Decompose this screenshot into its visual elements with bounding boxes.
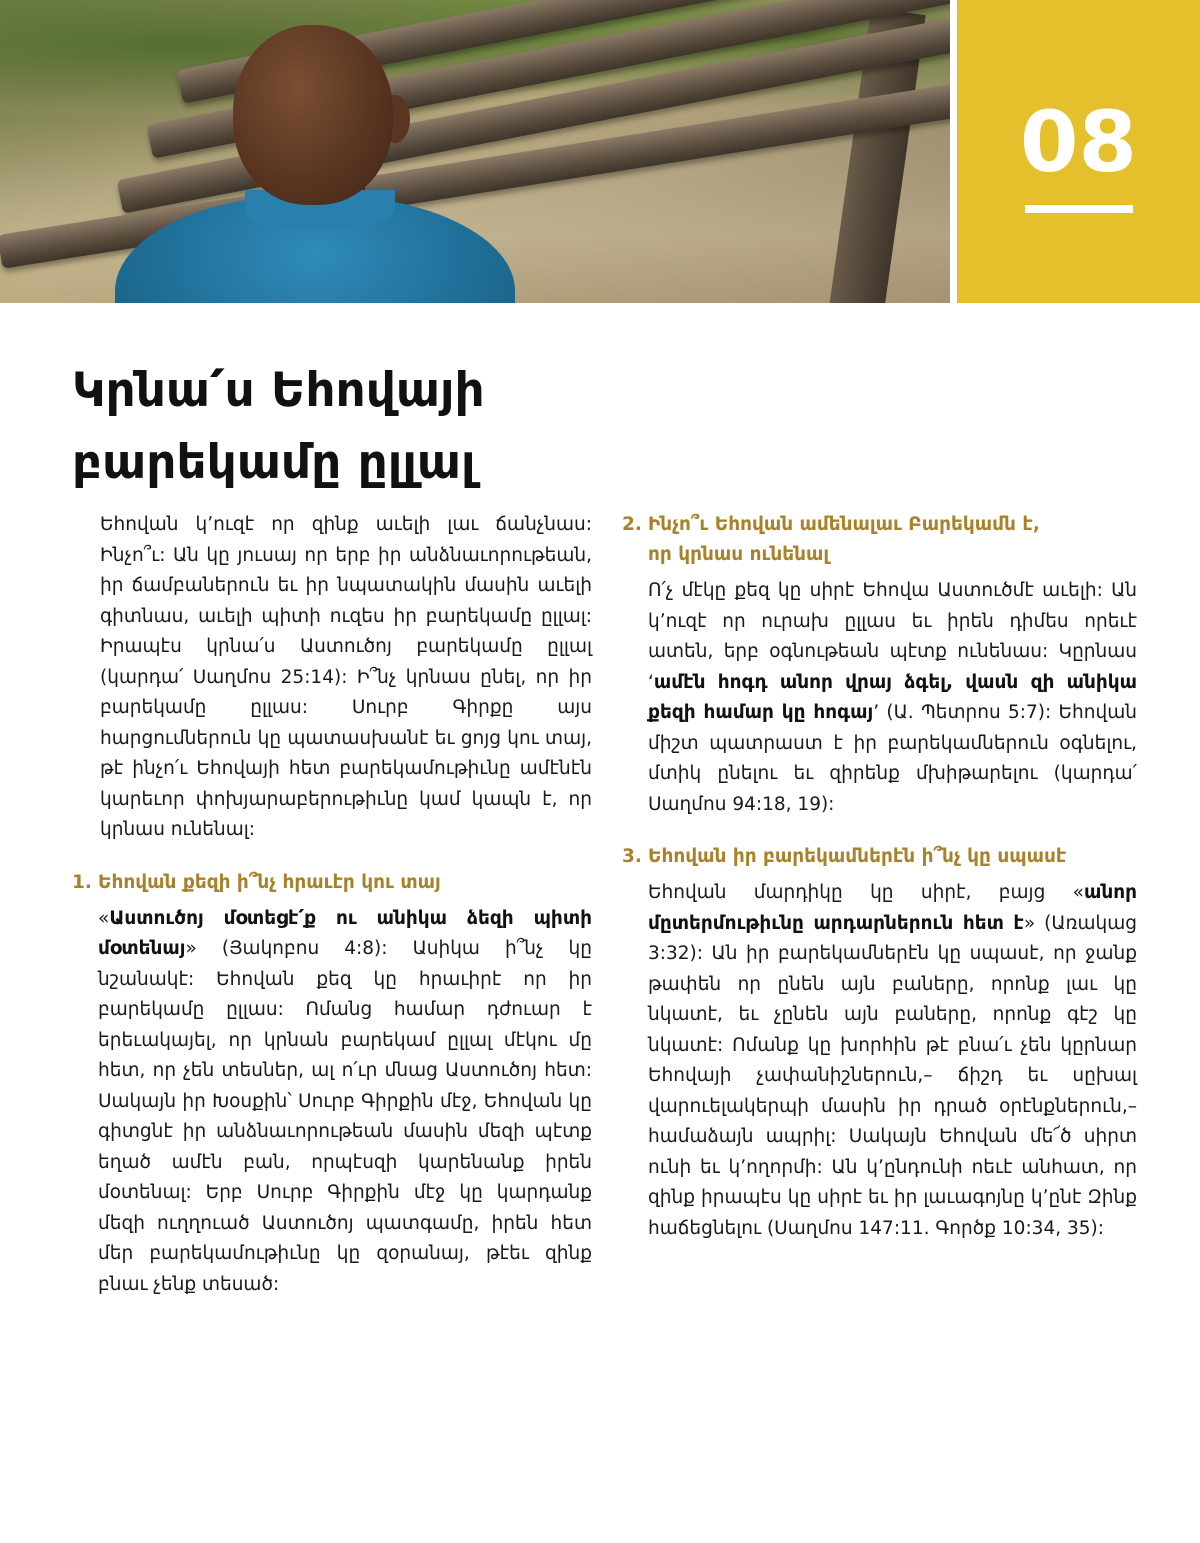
- chapter-number-underline: [1025, 205, 1133, 213]
- title-line-2: բարեկամը ըլլալ: [72, 435, 476, 490]
- left-column: [72, 510, 592, 1300]
- section-number: 2.: [622, 514, 642, 535]
- body-text: Եհովան մարդիկը կը սիրէ, բայց «: [648, 882, 1084, 903]
- section-heading-text: Եհովան քեզի ի՞նչ հրաւէր կու տայ: [98, 871, 441, 893]
- body-text: ’ (Ա. Պետրոս 5:7): Եհովան միշտ պատրաստ է իր բարեկամներուն օգնելու, մտիկ ընելու եւ զիրենք մխիթարելու (կարդա՛ Սաղմոս 94:18, 19):: [648, 702, 1137, 815]
- body-text: Ո՛չ մէկը քեզ կը սիրէ Եհովա Աստուծմէ աւելի: Ան կ՚ուզէ որ ուրախ ըլլաս եւ իրեն դիմես որեւէ ատեն, երբ օգնութեան պէտք ունենաս: Կըրնաս ‘: [648, 580, 1137, 693]
- man-head: [233, 25, 393, 205]
- man-figure: [95, 0, 495, 303]
- section-heading-text-cont: որ կրնաս ունենալ: [648, 544, 830, 565]
- section-number: 3.: [622, 846, 642, 867]
- section-heading: [72, 868, 592, 898]
- section-heading: [622, 842, 1137, 872]
- section-heading: [622, 510, 1137, 570]
- section-2: [622, 510, 1137, 820]
- section-heading-text: Եհովան իր բարեկամներէն ի՞նչ կը սպասէ: [648, 846, 1067, 867]
- section-heading-text: Ինչո՞ւ Եհովան ամենալաւ Բարեկամն է,: [648, 514, 1040, 535]
- section-body: [648, 576, 1137, 820]
- header-photo: [0, 0, 950, 303]
- section-body: [648, 878, 1137, 1244]
- scripture-quote: անոր մըտերմութիւնը արդարներուն հետ է: [648, 882, 1137, 934]
- right-column: [622, 510, 1137, 1244]
- scripture-quote: Աստուծոյ մօտեցէ՛ք ու անիկա ձեզի պիտի մօտենայ: [98, 907, 592, 959]
- body-text: «: [98, 907, 110, 929]
- section-body: [98, 904, 592, 1301]
- scripture-quote: ամէն հոգդ անոր վրայ ձգել, վասն զի անիկա քեզի համար կը հոգայ: [648, 671, 1137, 723]
- section-3: [622, 842, 1137, 1244]
- section-1: [72, 868, 592, 1301]
- title-line-1: Կրնա՛ս Եհովայի: [72, 363, 485, 418]
- chapter-number: 08: [1020, 93, 1137, 191]
- section-number: 1.: [72, 871, 92, 893]
- page-title: [72, 355, 632, 499]
- chapter-badge: [957, 0, 1200, 303]
- body-text: » (Առակաց 3:32): Ան իր բարեկամներէն կը սպասէ, որ ջանք թափեն որ ընեն այն բաները, որոնք լաւ կը նկատէ, եւ չընեն այն բաները, որոնք գէշ կը նկատէ: Ոմանք կը խորհին թէ բնա՛ւ չեն կըրնար Եհովայի չափանիշներուն,– ճիշդ եւ սըխալ վարուելակերպի մասին իր դրած օրէնքներուն,– համաձայն ապրիլ: Սակայն Եհովան մե՜ծ սիրտ ունի եւ կ՚ողորմի: Ան կ՚ընդունի ոեւէ անհատ, որ զինք իրապէս կը սիրէ եւ իր լաւագոյնը կ՚ընէ Զինք հաճեցնելու (Սաղմոս 147:11. Գործք 10:34, 35):: [648, 912, 1137, 1239]
- body-text: » (Յակոբոս 4:8): Ասիկա ի՞նչ կը նշանակէ: Եհովան քեզ կը հրաւիրէ որ իր բարեկամը ըլլաս: Ոմանց համար դժուար է երեւակայել, որ կրնան բարեկամ ըլլալ մէկու մը հետ, որ չեն տեսներ, ալ ո՛ւր մնաց Աստուծոյ հետ: Սակայն իր Խօսքին՝ Սուրբ Գիրքին մէջ, Եհովան կը գիտցնէ իր անձնաւորութեան մասին մեզի պէտք եղած ամէն բան, որպէսզի կարենանք իրեն մօտենալ: Երբ Սուրբ Գիրքին մէջ կը կարդանք մեզի ուղղուած Աստուծոյ պատգամը, իրեն հետ մեր բարեկամութիւնը կը զօրանայ, թէեւ զինք բնաւ չենք տեսած:: [98, 938, 592, 1295]
- intro-paragraph: Եհովան կ՚ուզէ որ զինք աւելի լաւ ճանչնաս: Ինչո՞ւ: Ան կը յուսայ որ երբ իր անձնաւորութեան, իր ճամբաներուն եւ իր նպատակին մասին աւելի գիտնաս, աւելի պիտի ուզես իր բարեկամը ըլլալ: Իրապէս կրնա՛ս Աստուծոյ բարեկամը ըլլալ (կարդա՛ Սաղմոս 25:14): Ի՞նչ կրնաս ընել, որ իր բարեկամը ըլլաս: Սուրբ Գիրքը այս հարցումներուն կը պատասխանէ եւ ցոյց կու տայ, թէ ինչո՛ւ Եհովայի հետ բարեկամութիւնը ամէնէն կարեւոր փոխյարաբերութիւնը կամ կապն է, որ կրնաս ունենալ:: [100, 514, 592, 840]
